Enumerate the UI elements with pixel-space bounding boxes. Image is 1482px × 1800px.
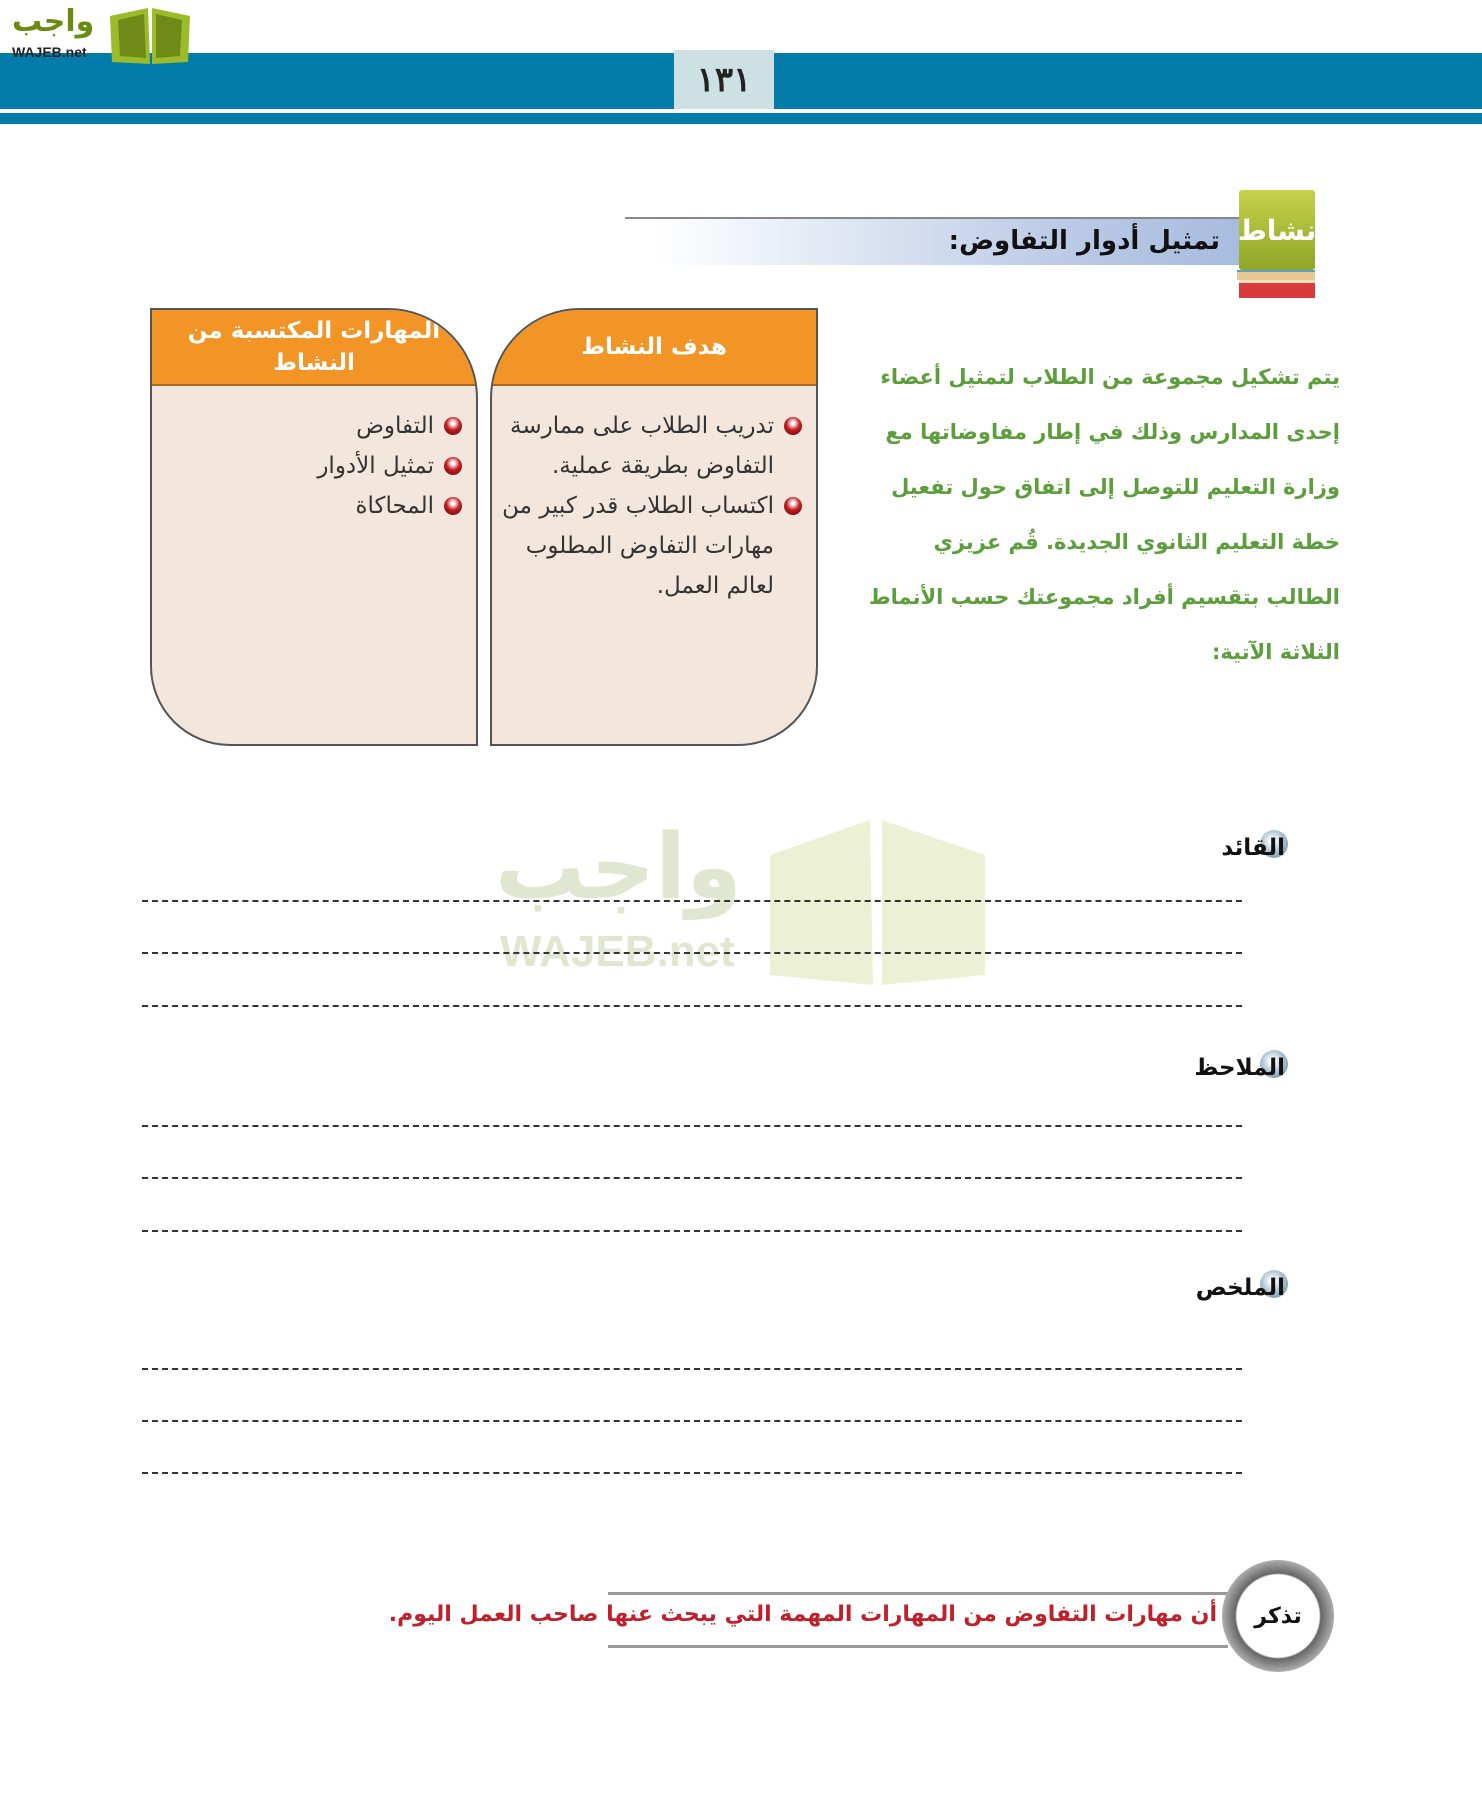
skill-item: تمثيل الأدوار (162, 446, 462, 486)
answer-line[interactable] (142, 1472, 1242, 1474)
divider (608, 1592, 1228, 1595)
goal-item: اكتساب الطلاب قدر كبير من مهارات التفاوض المطلوب لعالم العمل. (502, 486, 802, 606)
bullet-icon (444, 457, 462, 475)
bullet-icon (784, 497, 802, 515)
answer-line[interactable] (142, 952, 1242, 954)
section-leader: القائد (1221, 835, 1285, 861)
answer-line[interactable] (142, 1177, 1242, 1179)
goal-item: تدريب الطلاب على ممارسة التفاوض بطريقة عملية. (502, 406, 802, 486)
section-observer: الملاحظ (1194, 1055, 1285, 1081)
skills-header: المهارات المكتسبة من النشاط (152, 310, 476, 386)
page-number: ١٣١ (674, 50, 774, 109)
answer-line[interactable] (142, 1368, 1242, 1370)
bullet-icon (444, 417, 462, 435)
remember-label: تذكر (1254, 1603, 1302, 1629)
bullet-icon (444, 497, 462, 515)
bullet-icon (784, 417, 802, 435)
answer-line[interactable] (142, 1420, 1242, 1422)
header-stripe (0, 113, 1482, 124)
wajeb-logo[interactable] (8, 4, 193, 66)
skill-item: المحاكاة (162, 486, 462, 526)
remember-text: أن مهارات التفاوض من المهارات المهمة التي يبحث عنها صاحب العمل اليوم. (388, 1602, 1217, 1627)
activity-badge-label: نشاط (1239, 190, 1315, 270)
logo-arabic: واجب (12, 4, 95, 39)
activity-description: يتم تشكيل مجموعة من الطلاب لتمثيل أعضاء إحدى المدارس وذلك في إطار مفاوضاتها مع وزارة التعليم للتوصل إلى اتفاق حول تفعيل خطة التعليم الثانوي الجديدة. قُم عزيزي الطالب بتقسيم أفراد مجموعتك حسب الأنماط الثلاثة الآتية: (868, 365, 1340, 664)
activity-badge (1237, 190, 1317, 300)
skills-box (150, 308, 478, 746)
skill-item: التفاوض (162, 406, 462, 446)
divider (608, 1645, 1228, 1648)
activity-title: تمثيل أدوار التفاوض: (948, 226, 1220, 256)
remember-badge (1222, 1560, 1334, 1672)
logo-latin: WAJEB.net (12, 44, 87, 60)
answer-line[interactable] (142, 900, 1242, 902)
goal-header: هدف النشاط (492, 310, 816, 386)
book-icon (108, 6, 193, 66)
answer-line[interactable] (142, 1230, 1242, 1232)
book-stack-icon (1239, 280, 1315, 298)
activity-goal-box (490, 308, 818, 746)
answer-line[interactable] (142, 1005, 1242, 1007)
watermark: واجب WAJEB.net (495, 815, 995, 985)
section-summarizer: الملخص (1195, 1275, 1285, 1301)
answer-line[interactable] (142, 1125, 1242, 1127)
book-stack-icon (1237, 270, 1315, 280)
